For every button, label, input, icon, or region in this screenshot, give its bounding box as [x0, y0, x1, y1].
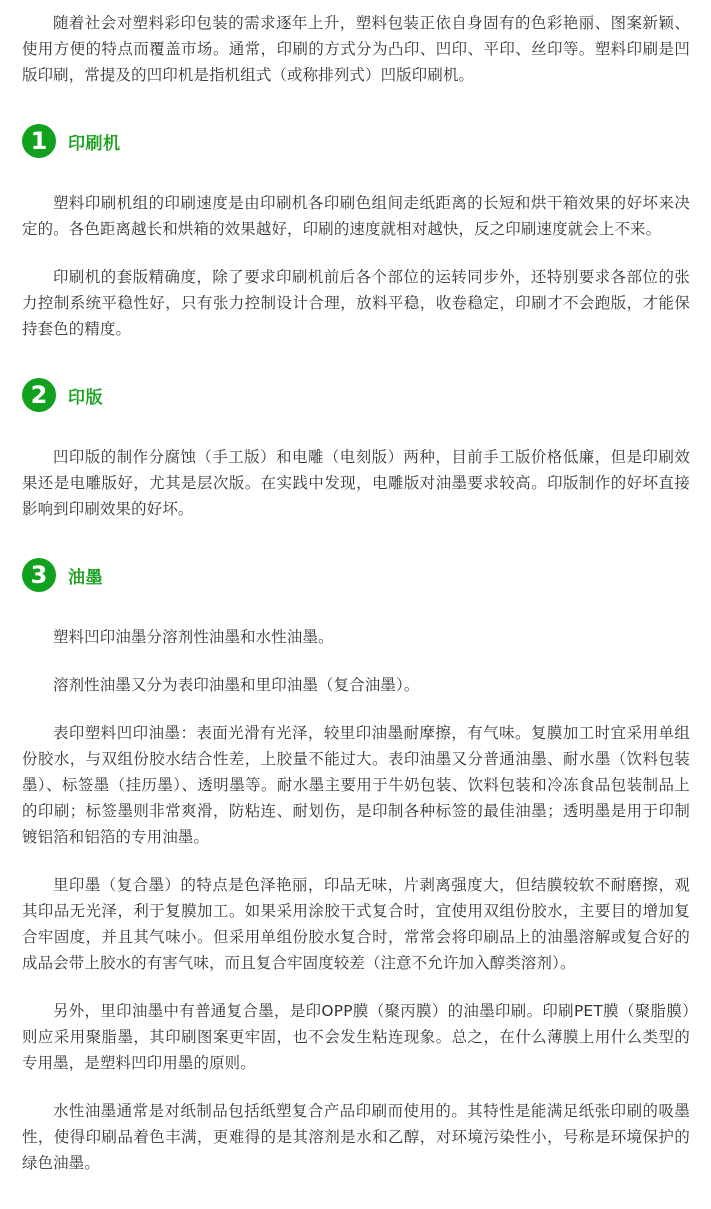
section-3-paragraph-1: 塑料凹印油墨分溶剂性油墨和水性油墨。 — [53, 628, 334, 646]
section-3-paragraph-4: 里印墨（复合墨）的特点是色泽艳丽，印品无味，片剥离强度大，但结膜较软不耐磨擦，观其印品无光泽，利于复膜加工。如果采用涂胶干式复合时，宜使用双组份胶水，主要目的增加复合牢固度，并且其气味小。但采用单组份胶水复合时，常常会将印刷品上的油墨溶解或复合好的成品会带上胶水的有害气味，而且复合牢固度较差（注意不允许加入醇类溶剂）。 — [22, 876, 690, 972]
number-1-badge-icon: 1 — [22, 124, 56, 158]
article — [22, 10, 690, 1176]
section-2-paragraph-1: 凹印版的制作分腐蚀（手工版）和电雕（电刻版）两种，目前手工版价格低廉，但是印刷效果还是电雕版好，尤其是层次版。在实践中发现，电雕版对油墨要求较高。印版制作的好坏直接影响到印刷效果的好坏。 — [22, 448, 690, 518]
section-3-title: 油墨 — [68, 567, 103, 588]
number-2-badge-icon: 2 — [22, 378, 56, 412]
section-3-heading — [22, 556, 690, 594]
section-3-paragraph-3: 表印塑料凹印油墨：表面光滑有光泽，较里印油墨耐摩擦，有气味。复膜加工时宜采用单组份胶水，与双组份胶水结合性差，上胶量不能过大。表印油墨又分普通油墨、耐水墨（饮料包装墨）、标签墨（挂历墨）、透明墨等。耐水墨主要用于牛奶包装、饮料包装和冷冻食品包装制品上的印刷；标签墨则非常爽滑，防粘连、耐划伤，是印制各种标签的最佳油墨；透明墨是用于印制镀铝箔和铝箔的专用油墨。 — [22, 724, 690, 846]
section-3-paragraph-2: 溶剂性油墨又分为表印油墨和里印油墨（复合油墨）。 — [53, 676, 420, 694]
intro-paragraph: 随着社会对塑料彩印包装的需求逐年上升，塑料包装正依自身固有的色彩艳丽、图案新颖、使用方便的特点而覆盖市场。通常，印刷的方式分为凸印、凹印、平印、丝印等。塑料印刷是凹版印刷，常提及的凹印机是指机组式（或称排列式）凹版印刷机。 — [22, 14, 690, 84]
section-2-heading — [22, 376, 690, 414]
section-1-heading — [22, 122, 690, 160]
section-1-title: 印刷机 — [68, 133, 121, 154]
section-3-paragraph-5: 另外，里印油墨中有普通复合墨，是印OPP膜（聚丙膜）的油墨印刷。印刷PET膜（聚脂膜）则应采用聚脂墨，其印刷图案更牢固，也不会发生粘连现象。总之，在什么薄膜上用什么类型的专用墨，是塑料凹印用墨的原则。 — [22, 1002, 690, 1072]
section-3-paragraph-6: 水性油墨通常是对纸制品包括纸塑复合产品印刷而使用的。其特性是能满足纸张印刷的吸墨性，使得印刷品着色丰满，更难得的是其溶剂是水和乙醇，对环境污染性小，号称是环境保护的绿色油墨。 — [22, 1102, 690, 1172]
section-2-title: 印版 — [68, 387, 103, 408]
section-1-paragraph-2: 印刷机的套版精确度，除了要求印刷机前后各个部位的运转同步外，还特别要求各部位的张力控制系统平稳性好，只有张力控制设计合理，放料平稳，收卷稳定，印刷才不会跑版，才能保持套色的精度。 — [22, 268, 690, 338]
number-3-badge-icon: 3 — [22, 558, 56, 592]
section-1-paragraph-1: 塑料印刷机组的印刷速度是由印刷机各印刷色组间走纸距离的长短和烘干箱效果的好坏来决定的。各色距离越长和烘箱的效果越好，印刷的速度就相对越快，反之印刷速度就会上不来。 — [22, 194, 690, 238]
